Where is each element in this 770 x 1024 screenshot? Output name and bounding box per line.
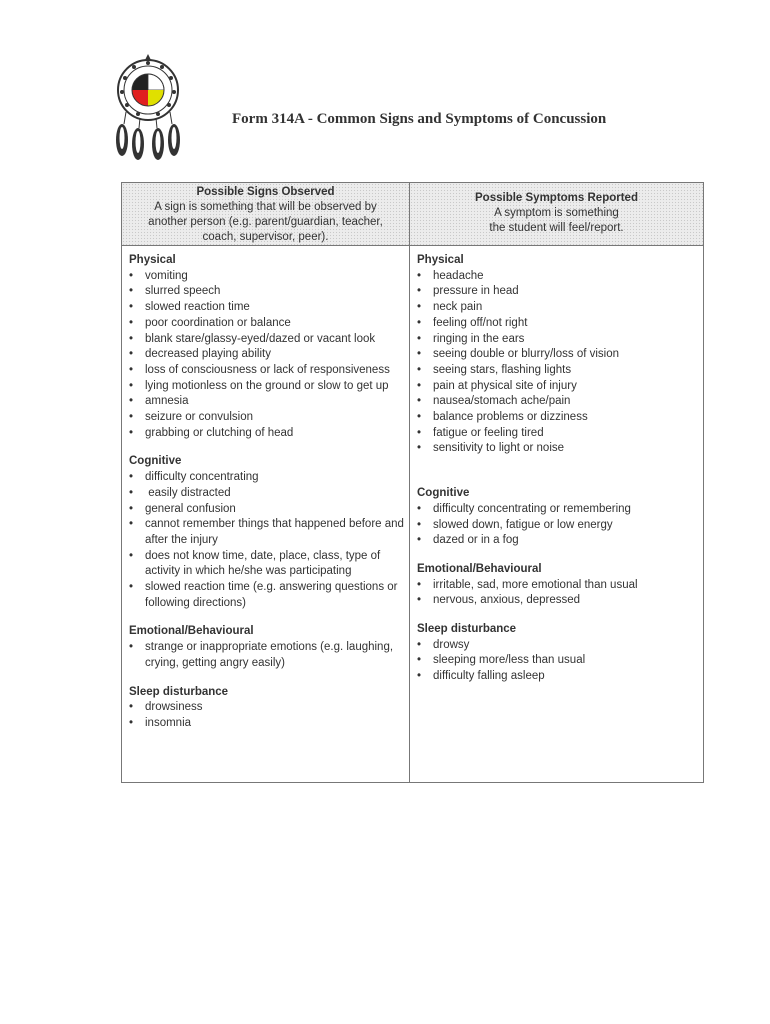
symptoms-header bbox=[410, 183, 703, 245]
symptoms-header-line: A symptom is something bbox=[494, 207, 619, 219]
list-item: • nervous, anxious, depressed bbox=[417, 593, 702, 609]
list-item: • slowed down, fatigue or low energy bbox=[417, 518, 702, 534]
signs-physical-section bbox=[129, 253, 404, 441]
column-divider bbox=[409, 183, 410, 782]
list-item: • cannot remember things that happened before and after the injury bbox=[129, 517, 404, 548]
section-title: Sleep disturbance bbox=[417, 623, 517, 636]
symptoms-header-title: Possible Symptoms Reported bbox=[475, 192, 638, 204]
list-item: • difficulty falling asleep bbox=[417, 669, 702, 685]
signs-header-line: A sign is something that will be observed by bbox=[154, 201, 377, 213]
section-title: Cognitive bbox=[129, 455, 182, 468]
symptoms-sleep-section bbox=[417, 622, 702, 685]
list-item: • neck pain bbox=[417, 300, 702, 316]
symptoms-physical-section bbox=[417, 253, 702, 457]
list-item: • difficulty concentrating or remembering bbox=[417, 502, 702, 518]
signs-emotional-section bbox=[129, 624, 404, 671]
list-item: • grabbing or clutching of head bbox=[129, 426, 404, 442]
list-item: • sleeping more/less than usual bbox=[417, 653, 702, 669]
list-item: • pain at physical site of injury bbox=[417, 379, 702, 395]
symptoms-emotional-section bbox=[417, 562, 702, 609]
list-item: • insomnia bbox=[129, 716, 404, 732]
signs-header-title: Possible Signs Observed bbox=[196, 186, 335, 198]
section-title: Emotional/Behavioural bbox=[129, 625, 254, 638]
section-title: Physical bbox=[417, 254, 464, 266]
list-item: • dazed or in a fog bbox=[417, 533, 702, 549]
signs-header-line: another person (e.g. parent/guardian, teacher, bbox=[148, 216, 383, 228]
symptoms-cognitive-section bbox=[417, 486, 702, 549]
list-item: • nausea/stomach ache/pain bbox=[417, 394, 702, 410]
list-item: • drowsy bbox=[417, 638, 702, 654]
signs-symptoms-table bbox=[121, 182, 704, 783]
list-item: • loss of consciousness or lack of responsiveness bbox=[129, 363, 404, 379]
list-item: • general confusion bbox=[129, 502, 404, 518]
list-item: • slowed reaction time (e.g. answering questions or following directions) bbox=[129, 580, 404, 611]
medicine-wheel-icon bbox=[104, 54, 190, 166]
list-item: • feeling off/not right bbox=[417, 316, 702, 332]
list-item: • easily distracted bbox=[129, 486, 404, 502]
list-item: • blank stare/glassy-eyed/dazed or vacant look bbox=[129, 332, 404, 348]
list-item: • amnesia bbox=[129, 394, 404, 410]
signs-header-line: coach, supervisor, peer). bbox=[202, 231, 329, 243]
page-title: Form 314A - Common Signs and Symptoms of Concussion bbox=[232, 111, 607, 127]
list-item: • strange or inappropriate emotions (e.g. laughing, crying, getting angry easily) bbox=[129, 640, 404, 671]
section-title: Sleep disturbance bbox=[129, 685, 229, 698]
dreamcatcher-logo bbox=[104, 54, 190, 166]
section-title: Emotional/Behavioural bbox=[417, 562, 542, 575]
list-item: • does not know time, date, place, class, type of activity in which he/she was participating bbox=[129, 549, 404, 580]
list-item: • balance problems or dizziness bbox=[417, 410, 702, 426]
list-item: • slowed reaction time bbox=[129, 300, 404, 316]
list-item: • irritable, sad, more emotional than usual bbox=[417, 578, 702, 594]
symptoms-column bbox=[417, 253, 702, 698]
table-header bbox=[122, 183, 703, 246]
section-title: Cognitive bbox=[417, 487, 470, 500]
list-item: • vomiting bbox=[129, 269, 404, 285]
list-item: • poor coordination or balance bbox=[129, 316, 404, 332]
signs-header bbox=[122, 183, 409, 245]
list-item: • seeing double or blurry/loss of vision bbox=[417, 347, 702, 363]
list-item: • slurred speech bbox=[129, 284, 404, 300]
list-item: • ringing in the ears bbox=[417, 332, 702, 348]
list-item: • lying motionless on the ground or slow to get up bbox=[129, 379, 404, 395]
signs-column bbox=[129, 253, 404, 745]
signs-sleep-section bbox=[129, 685, 404, 732]
section-title: Physical bbox=[129, 254, 176, 266]
list-item: • sensitivity to light or noise bbox=[417, 441, 702, 457]
list-item: • headache bbox=[417, 269, 702, 285]
list-item: • seeing stars, flashing lights bbox=[417, 363, 702, 379]
list-item: • drowsiness bbox=[129, 700, 404, 716]
list-item: • fatigue or feeling tired bbox=[417, 426, 702, 442]
signs-cognitive-section bbox=[129, 454, 404, 611]
list-item: • decreased playing ability bbox=[129, 347, 404, 363]
list-item: • difficulty concentrating bbox=[129, 470, 404, 486]
list-item: • pressure in head bbox=[417, 284, 702, 300]
symptoms-header-line: the student will feel/report. bbox=[489, 222, 624, 234]
list-item: • seizure or convulsion bbox=[129, 410, 404, 426]
